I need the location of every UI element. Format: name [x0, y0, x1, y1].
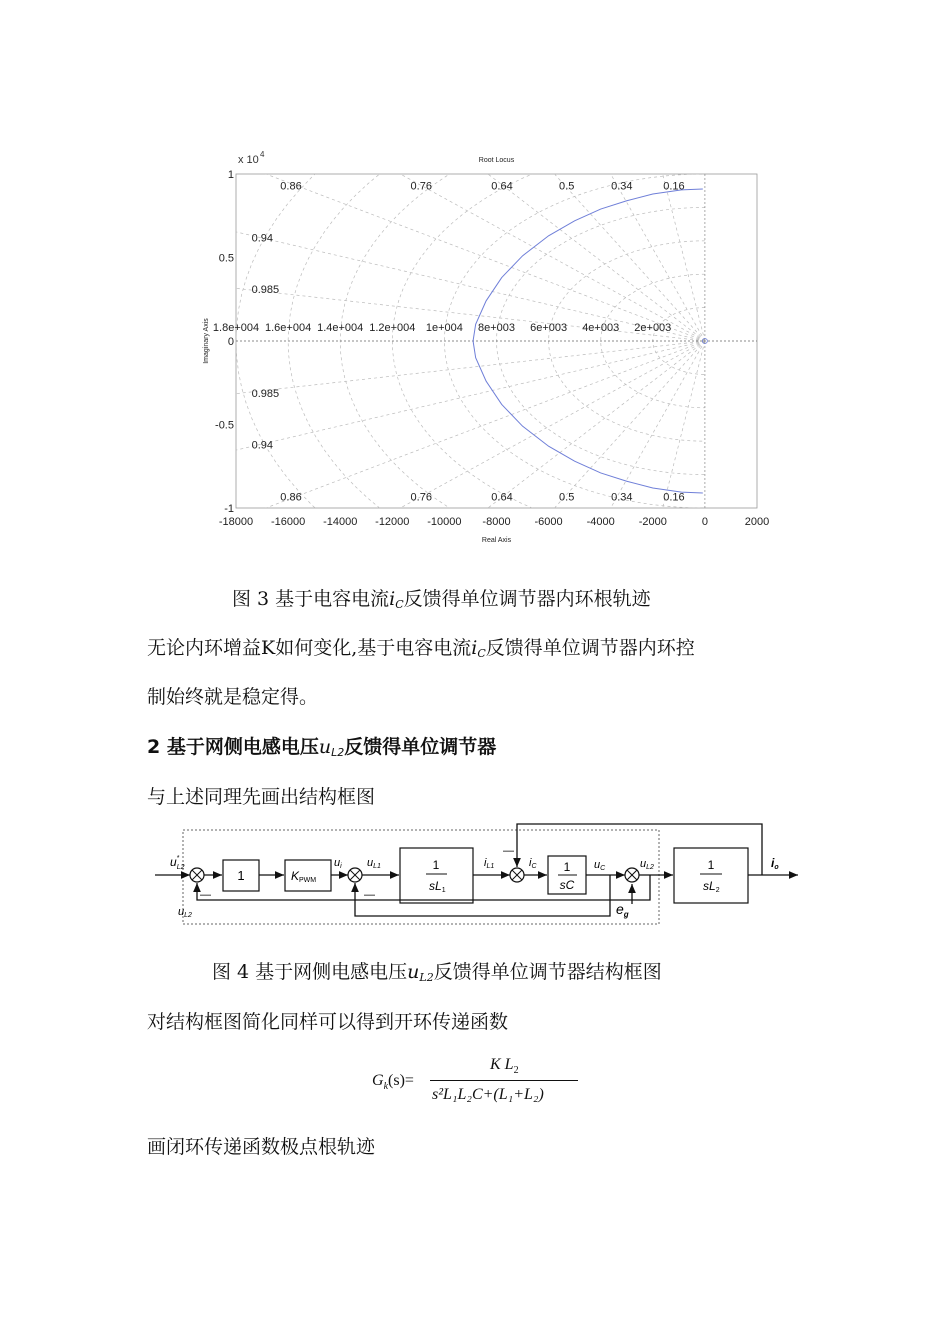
ic-label: iC [529, 857, 537, 870]
damping-label: 0.985 [251, 284, 280, 297]
x-tick-label: -6000 [534, 516, 563, 528]
formula-denominator: s²L₁L₂C+(L₁+L₂) [432, 1086, 544, 1103]
wn-label: 1.8e+004 [212, 322, 260, 334]
y-exponent-label: x 10 [238, 154, 259, 166]
formula-lhs: $G_k(s)=$ [372, 1072, 414, 1092]
x-tick-label: -4000 [586, 516, 615, 528]
y-axis-label: Imaginary Axis [203, 318, 210, 364]
wn-label: 2e+003 [634, 322, 672, 334]
damping-label: 0.76 [410, 491, 432, 504]
minus-sign-3: — [503, 845, 514, 857]
y-tick-label: 0 [227, 336, 234, 348]
paragraph-1-line-2: 制始终就是稳定得。 [147, 686, 319, 708]
damping-label: 0.94 [251, 439, 274, 452]
wn-label: 8e+003 [477, 322, 516, 334]
chart-title: Root Locus [478, 157, 515, 164]
paragraph-2: 与上述同理先画出结构框图 [147, 786, 376, 808]
wn-label: 1e+004 [425, 322, 463, 334]
damping-label: 0.94 [251, 232, 274, 245]
damping-label: 0.5 [559, 491, 575, 504]
damping-label: 0.34 [611, 180, 633, 193]
block-1-sl1-den: sL1 [429, 879, 446, 894]
y-tick-label: -0.5 [215, 419, 234, 432]
damping-label: 0.86 [280, 491, 302, 504]
section-2-heading: 2 基于网侧电感电压uL2反馈得单位调节器 [147, 736, 497, 759]
damping-label: 0.76 [410, 180, 432, 193]
damping-label: 0.34 [611, 491, 633, 504]
sum-junction-3 [510, 868, 524, 882]
x-tick-label: -18000 [218, 516, 254, 528]
x-tick-label: 0 [701, 516, 708, 528]
x-axis-label: Real Axis [481, 537, 512, 544]
x-tick-label: -8000 [482, 516, 511, 528]
wn-label: 1.4e+004 [317, 322, 364, 334]
x-tick-label: -10000 [427, 516, 462, 528]
figure3-caption: 图 3 基于电容电流iC反馈得单位调节器内环根轨迹 [232, 588, 651, 611]
y-tick-label: 1 [227, 169, 234, 181]
x-tick-label: -2000 [638, 516, 667, 528]
paragraph-1-line-1: 无论内环增益K如何变化,基于电容电流iC反馈得单位调节器内环控 [147, 637, 695, 660]
root-locus-figure [190, 140, 790, 560]
block-diagram-figure [150, 818, 810, 938]
minus-sign-2: — [364, 889, 375, 901]
block-sc-num: 1 [563, 860, 571, 874]
wn-label: 1.2e+004 [369, 322, 416, 334]
damping-label: 0.64 [491, 491, 513, 504]
wn-label: 6e+003 [530, 322, 568, 334]
block-1-sl1 [400, 848, 473, 903]
y-tick-label: 0.5 [218, 252, 234, 265]
wn-label: 1.6e+004 [265, 322, 312, 334]
paragraph-4: 画闭环传递函数极点根轨迹 [147, 1136, 376, 1158]
formula-numerator: K $L_2$ [490, 1056, 519, 1076]
x-tick-label: 2000 [744, 516, 770, 528]
damping-label: 0.985 [251, 387, 280, 400]
sum-junction-1 [190, 868, 204, 882]
damping-label: 0.16 [663, 491, 685, 504]
damping-label: 0.64 [491, 180, 513, 193]
transfer-function-formula [372, 1058, 592, 1114]
il1-label: iL1 [484, 857, 495, 870]
kpwm-label: KPWM [291, 869, 317, 884]
uc-label: uC [594, 859, 606, 872]
ul2-label: uL2 [640, 858, 654, 871]
y-tick-label: -1 [224, 503, 234, 515]
u-ref-label: $u_{L2}*$ [170, 855, 185, 871]
block-1-sl1-num: 1 [432, 858, 440, 872]
ul1-label: uL1 [367, 857, 381, 870]
sum-junction-4 [625, 868, 639, 882]
block-sc-den: sC [559, 878, 575, 892]
io-label: io [771, 856, 779, 871]
block-sl2 [674, 848, 748, 903]
ui-label: ui [334, 857, 342, 870]
wn-label: 4e+003 [582, 322, 620, 334]
figure4-caption: 图 4 基于网侧电感电压uL2反馈得单位调节器结构框图 [212, 961, 662, 984]
block-sl2-num: 1 [707, 858, 715, 872]
y-exponent-power: 4 [260, 150, 265, 159]
damping-label: 0.16 [663, 180, 685, 193]
damping-label: 0.5 [559, 180, 575, 193]
gain-label: 1 [237, 868, 245, 883]
paragraph-3: 对结构框图简化同样可以得到开环传递函数 [147, 1011, 509, 1033]
block-sl2-den: sL2 [703, 879, 720, 894]
sum-junction-2 [348, 868, 362, 882]
damping-label: 0.86 [280, 180, 302, 193]
x-tick-label: -12000 [375, 516, 410, 528]
eg-label: $e_g$ [616, 901, 629, 919]
formula-fraction-bar [430, 1080, 578, 1081]
x-tick-label: -16000 [270, 516, 306, 528]
x-tick-label: -14000 [323, 516, 358, 528]
u-fb-label: uL2 [178, 906, 192, 919]
minus-sign-1: — [200, 889, 211, 901]
